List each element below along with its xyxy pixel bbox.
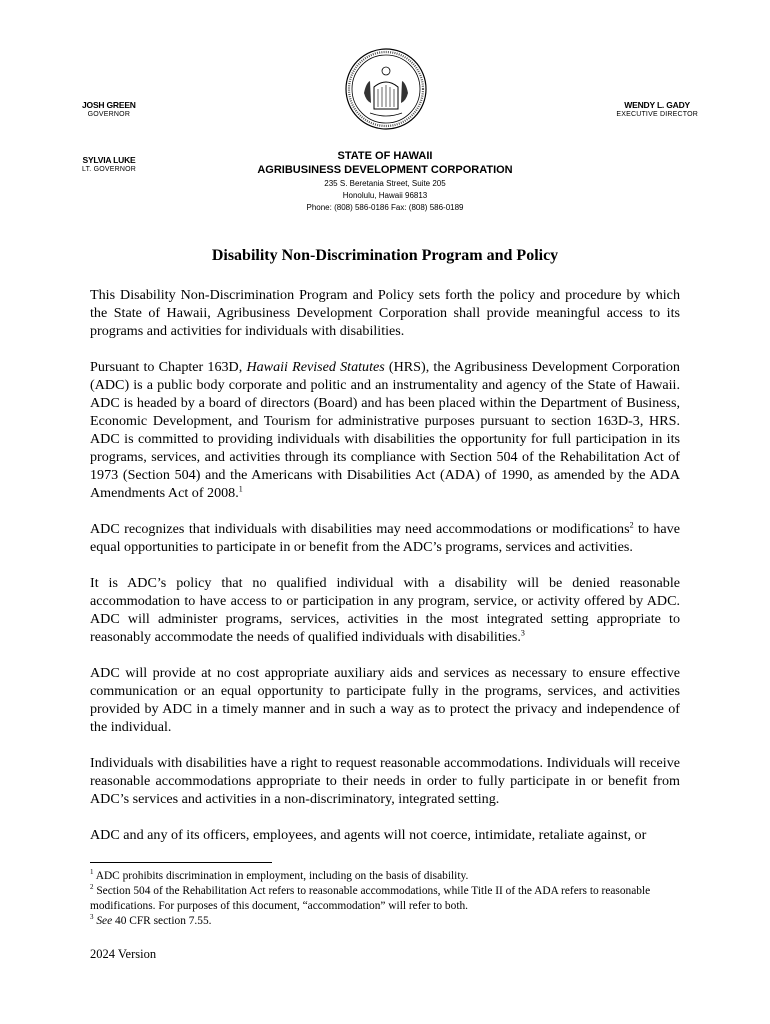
executive-director-block	[616, 100, 698, 118]
governor-title: GOVERNOR	[87, 111, 131, 118]
footnote-ref-1: 1	[238, 484, 243, 494]
corporation-name: AGRIBUSINESS DEVELOPMENT CORPORATION	[257, 164, 513, 176]
lt-governor-title: LT. GOVERNOR	[82, 166, 137, 173]
document-body	[90, 286, 680, 862]
footnote-divider	[90, 862, 272, 863]
paragraph-coerce: ADC and any of its officers, employees, and agents will not coerce, intimidate, retaliate against, or	[90, 827, 647, 843]
footnote-2: $^2$ Section 504 of the Rehabilitation Act refers to reasonable accommodations, while Title II of the ADA refers to reasonable modifications. For purposes of this document, “accommodation” will refer to both.	[90, 883, 651, 912]
paragraph-recognizes: ADC recognizes that individuals with disabilities may need accommodations or modifications$^2$ to have equal opportunities to participate in or benefit from the ADC’s programs, services and activities.	[90, 520, 680, 555]
address-line-2: Honolulu, Hawaii 96813	[342, 191, 428, 200]
executive-director-title: EXECUTIVE DIRECTOR	[616, 111, 698, 118]
document-version: 2024 Version	[90, 947, 157, 961]
state-name: STATE OF HAWAII	[337, 150, 433, 162]
footnote-ref-3: 3	[520, 628, 525, 638]
footnote-ref-2: 2	[629, 520, 634, 530]
document-title: Disability Non-Discrimination Program and Policy	[211, 247, 559, 264]
footnotes	[90, 869, 690, 929]
statute-title: Hawaii Revised Statutes	[246, 359, 385, 375]
paragraph-intro: This Disability Non-Discrimination Program and Policy sets forth the policy and procedure by which the State of Hawaii, Agribusiness Development Corporation shall provide meaningful access to its programs and activities for individuals with disabilities.	[90, 287, 680, 339]
paragraph-policy: It is ADC’s policy that no qualified individual with a disability will be denied reasonable accommodation to have access to or participation in any program, service, or activity offered by ADC. ADC will administer programs, services, activities in the most integrated setting appropriate to reasonably accommodate the needs of qualified individuals with disabilities.$^3$	[90, 575, 680, 645]
lt-governor-block	[82, 155, 136, 173]
governor-block	[82, 100, 136, 118]
footnote-1: $^1$ ADC prohibits discrimination in employment, including on the basis of disability.	[90, 868, 469, 882]
executive-director-name: WENDY L. GADY	[624, 100, 691, 110]
footnote-3: $^3$ See 40 CFR section 7.55.	[90, 913, 212, 927]
paragraph-auxiliary-aids: ADC will provide at no cost appropriate auxiliary aids and services as necessary to ensure effective communication or an equal opportunity to participate fully in the programs, services, and activities provided by ADC in a timely manner and in such a way as to protect the privacy and independence of the individual.	[90, 665, 680, 735]
phone-fax: Phone: (808) 586-0186 Fax: (808) 586-0189	[306, 203, 464, 212]
letterhead	[200, 150, 570, 214]
governor-name: JOSH GREEN	[82, 100, 136, 110]
lt-governor-name: SYLVIA LUKE	[82, 155, 136, 165]
paragraph-rights: Individuals with disabilities have a right to request reasonable accommodations. Individuals will receive reasonable accommodations appropriate to their needs in order to fully participate in or benefit from ADC’s services and activities in a non-discriminatory, integrated setting.	[90, 755, 680, 807]
paragraph-pursuant: Pursuant to Chapter 163D, Hawaii Revised Statutes (HRS), the Agribusiness Development Corporation (ADC) is a public body corporate and politic and an instrumentality and agency of the State of Hawaii. ADC is headed by a board of directors (Board) and has been placed within the Department of Business, Economic Development, and Tourism for administrative purposes pursuant to section 163D-3, HRS. ADC is committed to providing individuals with disabilities the opportunity for full participation in its programs, services, and activities through its compliance with Section 504 of the Rehabilitation Act of 1973 (Section 504) and the Americans with Disabilities Act (ADA) of 1990, as amended by the ADA Amendments Act of 2008.$^1$	[90, 359, 680, 501]
address-line-1: 235 S. Beretania Street, Suite 205	[324, 179, 446, 188]
state-seal-icon	[344, 47, 428, 131]
